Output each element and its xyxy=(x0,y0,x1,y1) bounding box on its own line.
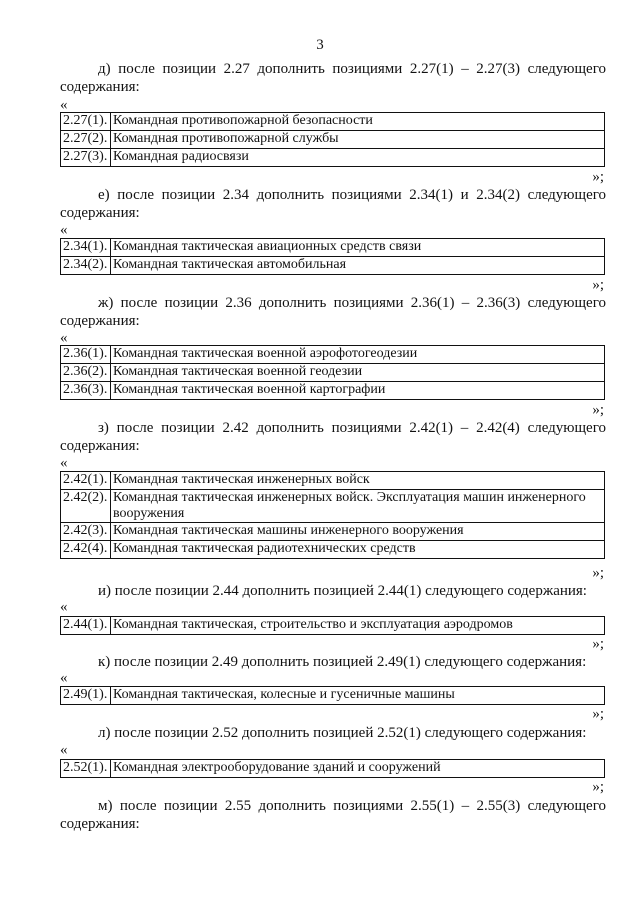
paragraph-d xyxy=(60,60,606,96)
table-row xyxy=(61,382,605,400)
paragraph-line: м) после позиции 2.55 дополнить позициями 2.55(1) – 2.55(3) следующего xyxy=(98,798,606,814)
position-code: 2.42(3). xyxy=(61,523,111,541)
position-code: 2.34(1). xyxy=(61,239,111,257)
position-code: 2.42(1). xyxy=(61,472,111,490)
paragraph-line: е) после позиции 2.34 дополнить позициями 2.34(1) и 2.34(2) следующего xyxy=(98,187,606,203)
position-code: 2.27(3). xyxy=(61,149,111,167)
position-name: Командная тактическая машины инженерного вооружения xyxy=(111,523,605,541)
table-row xyxy=(61,346,605,364)
table-row xyxy=(61,490,605,523)
paragraph-e xyxy=(60,186,606,222)
position-code: 2.42(2). xyxy=(61,490,111,523)
position-name: Командная тактическая автомобильная xyxy=(111,257,605,275)
open-quote: « xyxy=(60,97,68,113)
close-quote: »; xyxy=(592,169,604,185)
table-row xyxy=(61,113,605,131)
position-code: 2.27(2). xyxy=(61,131,111,149)
positions-table xyxy=(60,616,605,635)
open-quote: « xyxy=(60,670,68,686)
paragraph-m xyxy=(60,797,606,833)
open-quote: « xyxy=(60,330,68,346)
position-code: 2.36(3). xyxy=(61,382,111,400)
position-name: Командная тактическая, строительство и эксплуатация аэродромов xyxy=(111,617,605,635)
paragraph-line: и) после позиции 2.44 дополнить позицией 2.44(1) следующего содержания: xyxy=(98,583,587,599)
paragraph-line: л) после позиции 2.52 дополнить позицией 2.52(1) следующего содержания: xyxy=(98,725,587,741)
positions-table xyxy=(60,112,605,167)
open-quote: « xyxy=(60,455,68,471)
table-row xyxy=(61,364,605,382)
table-row xyxy=(61,131,605,149)
paragraph-line: содержания: xyxy=(60,205,140,221)
paragraph-line: к) после позиции 2.49 дополнить позицией 2.49(1) следующего содержания: xyxy=(98,654,587,670)
position-code: 2.52(1). xyxy=(61,760,111,778)
paragraph-line: содержания: xyxy=(60,313,140,329)
position-code: 2.27(1). xyxy=(61,113,111,131)
positions-table xyxy=(60,345,605,400)
paragraph-l xyxy=(60,724,606,742)
position-name: Командная противопожарной службы xyxy=(111,131,605,149)
paragraph-line: ж) после позиции 2.36 дополнить позициями 2.36(1) – 2.36(3) следующего xyxy=(98,295,606,311)
position-name: Командная тактическая, колесные и гусеничные машины xyxy=(111,687,605,705)
close-quote: »; xyxy=(592,277,604,293)
close-quote: »; xyxy=(592,402,604,418)
table-row xyxy=(61,541,605,559)
position-name: Командная тактическая радиотехнических средств xyxy=(111,541,605,559)
positions-table xyxy=(60,238,605,275)
paragraph-line: содержания: xyxy=(60,816,140,832)
table-row xyxy=(61,687,605,705)
position-name: Командная тактическая авиационных средств связи xyxy=(111,239,605,257)
paragraph-line: содержания: xyxy=(60,438,140,454)
table-row xyxy=(61,617,605,635)
position-code: 2.42(4). xyxy=(61,541,111,559)
table-row xyxy=(61,149,605,167)
close-quote: »; xyxy=(592,636,604,652)
close-quote: »; xyxy=(592,565,604,581)
close-quote: »; xyxy=(592,706,604,722)
position-name: Командная тактическая военной геодезии xyxy=(111,364,605,382)
position-name: Командная электрооборудование зданий и сооружений xyxy=(111,760,605,778)
page-number: 3 xyxy=(316,37,324,53)
positions-table xyxy=(60,759,605,778)
position-code: 2.44(1). xyxy=(61,617,111,635)
position-name: Командная противопожарной безопасности xyxy=(111,113,605,131)
close-quote: »; xyxy=(592,779,604,795)
paragraph-k xyxy=(60,653,606,671)
table-row xyxy=(61,239,605,257)
position-code: 2.34(2). xyxy=(61,257,111,275)
open-quote: « xyxy=(60,742,68,758)
table-row xyxy=(61,472,605,490)
position-name: Командная тактическая военной картографии xyxy=(111,382,605,400)
position-name: Командная тактическая инженерных войск xyxy=(111,472,605,490)
table-row xyxy=(61,760,605,778)
positions-table xyxy=(60,686,605,705)
positions-table xyxy=(60,471,605,559)
paragraph-line: з) после позиции 2.42 дополнить позициями 2.42(1) – 2.42(4) следующего xyxy=(98,420,606,436)
open-quote: « xyxy=(60,599,68,615)
table-row xyxy=(61,257,605,275)
table-row xyxy=(61,523,605,541)
paragraph-zh xyxy=(60,294,606,330)
paragraph-z xyxy=(60,419,606,455)
paragraph-i xyxy=(60,582,606,600)
position-name: Командная тактическая инженерных войск. Эксплуатация машин инженерного вооружения xyxy=(111,490,605,523)
position-code: 2.36(1). xyxy=(61,346,111,364)
position-name: Командная тактическая военной аэрофотогеодезии xyxy=(111,346,605,364)
open-quote: « xyxy=(60,222,68,238)
position-name: Командная радиосвязи xyxy=(111,149,605,167)
paragraph-line: д) после позиции 2.27 дополнить позициями 2.27(1) – 2.27(3) следующего xyxy=(98,61,606,77)
position-code: 2.49(1). xyxy=(61,687,111,705)
paragraph-line: содержания: xyxy=(60,79,140,95)
position-code: 2.36(2). xyxy=(61,364,111,382)
